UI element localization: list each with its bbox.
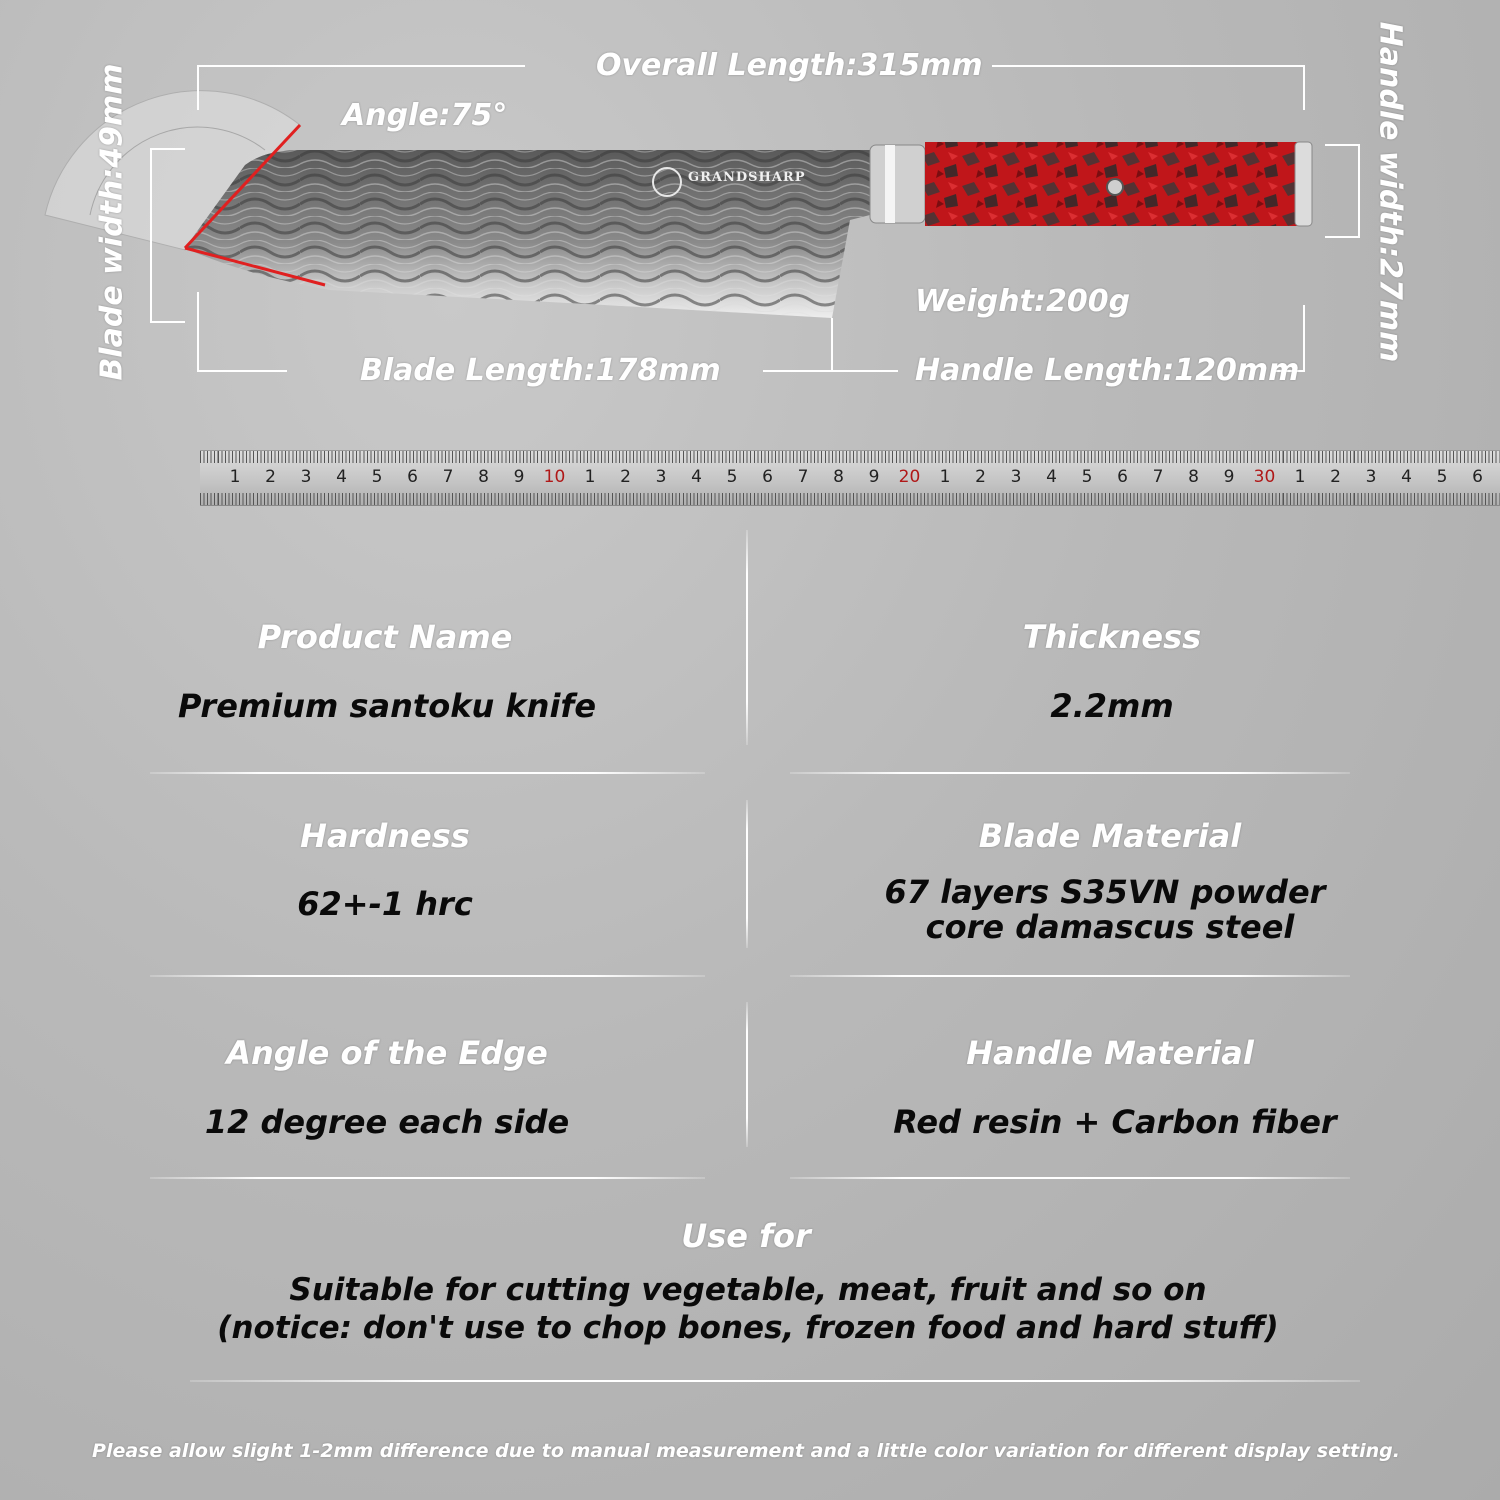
ruler-number: 1 [584, 467, 596, 487]
ruler-number: 8 [1188, 467, 1199, 487]
blade-material-value-line1: 67 layers S35VN powder [884, 873, 1326, 911]
use-for-label: Use for [681, 1217, 811, 1255]
ruler-number: 5 [726, 467, 738, 487]
edge-angle-label: Angle of the Edge [226, 1034, 548, 1072]
edge-angle-value: 12 degree each side [204, 1103, 570, 1141]
use-for-line1: Suitable for cutting vegetable, meat, fruit and so on [289, 1272, 1207, 1308]
overall-length-label: Overall Length:315mm [596, 48, 983, 83]
spec-divider-row1-left [150, 772, 705, 774]
ruler-number: 30 [1253, 467, 1276, 487]
ruler-number: 5 [1081, 467, 1093, 487]
blade-material-value-line2: core damascus steel [925, 908, 1295, 946]
blade-length-line-left [197, 370, 287, 372]
ruler-number: 10 [543, 467, 566, 487]
ruler-number: 2 [620, 467, 631, 487]
weight-label: Weight:200g [915, 284, 1131, 319]
handle-width-line-bottom [1325, 236, 1360, 238]
spec-divider-vertical-2 [746, 800, 748, 948]
ruler-number: 7 [442, 467, 454, 487]
ruler-number: 9 [513, 467, 525, 487]
handle-material-value: Red resin + Carbon fiber [893, 1103, 1337, 1141]
blade-width-line-vertical [150, 148, 152, 323]
ruler-number: 6 [762, 467, 773, 487]
spec-divider-vertical-3 [746, 1002, 748, 1147]
ruler-number: 3 [300, 467, 312, 487]
blade-width-label: Blade width:49mm [94, 63, 130, 381]
ruler-number: 9 [868, 467, 880, 487]
spec-divider-row2-left [150, 975, 705, 977]
ruler-number: 2 [1330, 467, 1341, 487]
ruler-number: 4 [1046, 467, 1057, 487]
ruler-number: 4 [336, 467, 347, 487]
ruler-number: 4 [691, 467, 702, 487]
thickness-label: Thickness [1022, 618, 1202, 656]
ruler [200, 450, 1500, 506]
ruler-number: 5 [1436, 467, 1448, 487]
use-for-divider [190, 1380, 1360, 1382]
overall-length-tick-left [197, 65, 199, 110]
ruler-number: 8 [478, 467, 489, 487]
product-name-label: Product Name [257, 618, 513, 656]
spec-divider-row2-right [790, 975, 1350, 977]
ruler-number: 20 [898, 467, 921, 487]
ruler-number: 7 [797, 467, 809, 487]
ruler-number: 6 [1117, 467, 1128, 487]
footer-disclaimer: Please allow slight 1-2mm difference due to manual measurement and a little color variation for different display setting. [92, 1440, 1400, 1462]
ruler-number: 1 [939, 467, 951, 487]
hardness-value: 62+-1 hrc [297, 885, 473, 923]
overall-length-line-right [992, 65, 1305, 67]
handle-material-label: Handle Material [966, 1034, 1254, 1072]
use-for-line2: (notice: don't use to chop bones, frozen food and hard stuff) [217, 1310, 1279, 1346]
hardness-label: Hardness [300, 817, 470, 855]
ruler-number: 3 [1010, 467, 1022, 487]
handle-width-label: Handle width:27mm [1372, 21, 1408, 363]
blade-length-tick-left [197, 292, 199, 372]
knife-bolster [870, 145, 925, 223]
ruler-number: 9 [1223, 467, 1235, 487]
brand-text: GRANDSHARP [688, 170, 806, 185]
overall-length-line-left [197, 65, 525, 67]
ruler-number: 1 [1294, 467, 1306, 487]
ruler-number: 5 [371, 467, 383, 487]
spec-divider-row1-right [790, 772, 1350, 774]
ruler-number: 7 [1152, 467, 1164, 487]
handle-length-label: Handle Length:120mm [915, 353, 1300, 388]
ruler-number: 3 [1365, 467, 1377, 487]
blade-length-label: Blade Length:178mm [360, 353, 721, 388]
ruler-number: 2 [265, 467, 276, 487]
blade-width-line-bottom [150, 321, 185, 323]
handle-length-tick-right [1303, 305, 1305, 372]
ruler-number: 4 [1401, 467, 1412, 487]
blade-width-line-top [150, 148, 185, 150]
ruler-number: 6 [407, 467, 418, 487]
thickness-value: 2.2mm [1050, 687, 1174, 725]
spec-divider-vertical-1 [746, 530, 748, 745]
overall-length-tick-right [1303, 65, 1305, 110]
spec-divider-row3-left [150, 1177, 705, 1179]
ruler-number: 8 [833, 467, 844, 487]
blade-material-label: Blade Material [978, 817, 1242, 855]
ruler-number: 1 [229, 467, 241, 487]
blade-handle-divider-tick [831, 318, 833, 372]
rivet-icon [1107, 179, 1123, 195]
angle-label: Angle:75° [342, 98, 508, 133]
product-name-value: Premium santoku knife [177, 687, 597, 725]
ruler-ticks-bottom [200, 493, 1500, 505]
ruler-number: 6 [1472, 467, 1483, 487]
handle-width-line-top [1325, 144, 1360, 146]
spec-divider-row3-right [790, 1177, 1350, 1179]
ruler-ticks-top [200, 451, 1500, 463]
ruler-number: 2 [975, 467, 986, 487]
handle-width-line-vertical [1358, 144, 1360, 238]
ruler-number: 3 [655, 467, 667, 487]
